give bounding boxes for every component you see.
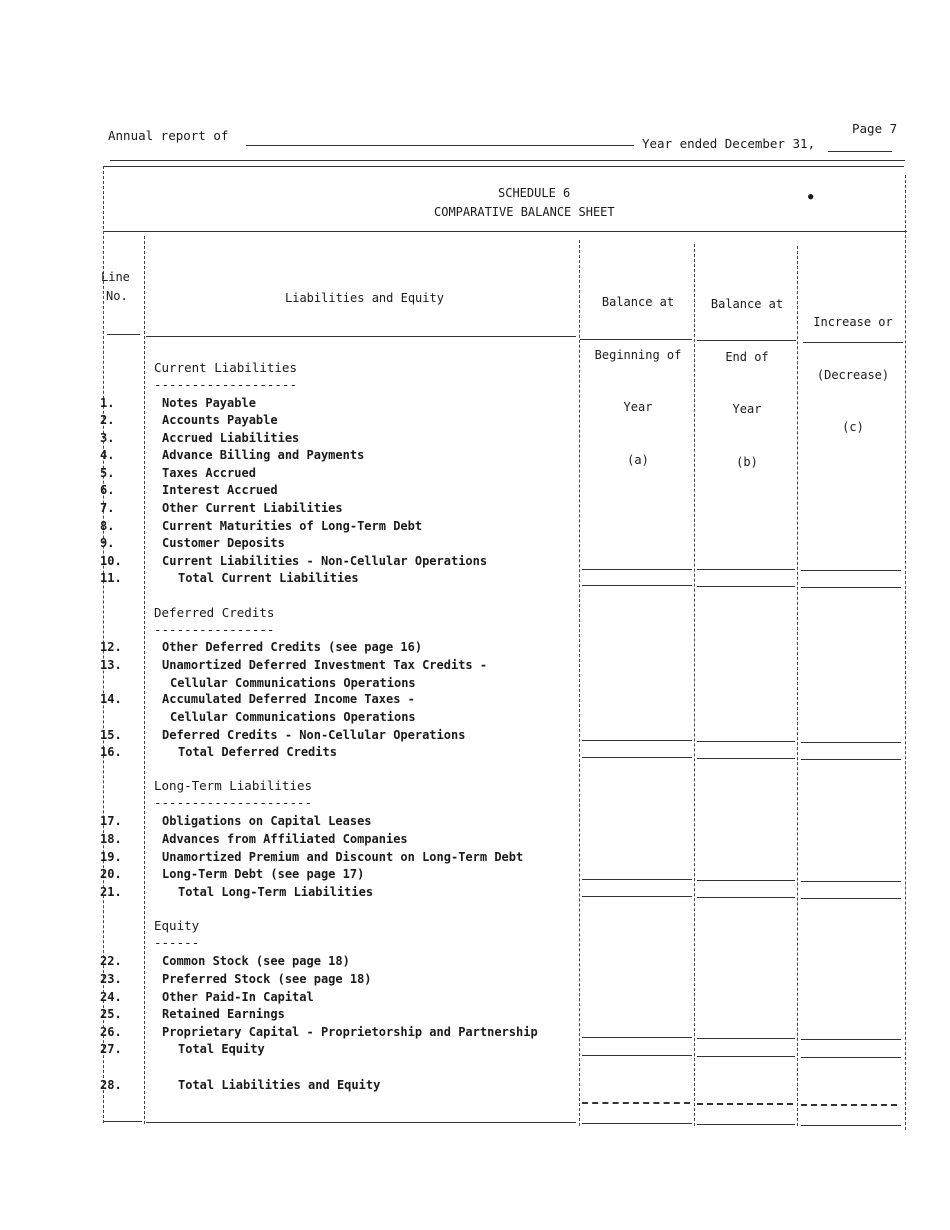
section-current-underline: ------------------- — [154, 377, 297, 392]
year-field[interactable] — [828, 151, 892, 152]
bottom-rule-description — [146, 1122, 576, 1123]
col-b-header-rule — [697, 340, 796, 341]
line-number: 21. — [100, 885, 122, 899]
page-number: Page 7 — [852, 121, 898, 136]
total-rule-c — [801, 759, 901, 760]
col-a-left-separator — [579, 240, 580, 1126]
subtotal-rule-a — [582, 879, 692, 880]
row-accumulated-deferred-taxes-cont: Cellular Communications Operations — [170, 710, 416, 724]
col-a-line2: Beginning of — [594, 347, 682, 362]
row-current-liabilities-noncellular: Current Liabilities - Non-Cellular Operations — [162, 554, 488, 568]
row-total-long-term: Total Long-Term Liabilities — [178, 885, 374, 899]
line-number: 5. — [100, 466, 115, 480]
row-interest-accrued: Interest Accrued — [162, 483, 278, 497]
total-rule-c — [801, 1057, 901, 1058]
row-notes-payable: Notes Payable — [162, 396, 256, 410]
row-other-paid-in-capital: Other Paid-In Capital — [162, 990, 314, 1004]
line-number: 15. — [100, 728, 122, 742]
line-number: 9. — [100, 536, 115, 550]
grand-total-rule-a — [582, 1102, 690, 1104]
col-b-left-separator — [694, 244, 695, 1126]
col-c-header-rule — [803, 342, 903, 343]
col-b-line4: (b) — [736, 454, 758, 469]
col-c-line2: (Decrease) — [816, 367, 890, 382]
header-rule — [110, 160, 905, 161]
col-a-line1: Balance at — [601, 295, 675, 309]
row-other-deferred-credits: Other Deferred Credits (see page 16) — [162, 640, 423, 654]
col-b-line2: End of — [725, 349, 769, 364]
subtotal-rule-a — [582, 1037, 692, 1038]
total-rule-a — [582, 896, 692, 897]
total-rule-c — [801, 587, 901, 588]
row-accumulated-deferred-taxes: Accumulated Deferred Income Taxes - — [162, 692, 415, 706]
section-longterm-underline: --------------------- — [154, 795, 313, 810]
row-total-equity: Total Equity — [178, 1042, 265, 1056]
total-rule-a — [582, 1055, 692, 1056]
row-retained-earnings: Retained Earnings — [162, 1007, 285, 1021]
row-total-deferred-credits: Total Deferred Credits — [178, 745, 337, 759]
row-customer-deposits: Customer Deposits — [162, 536, 285, 550]
col-c-left-separator — [797, 246, 798, 1126]
line-number: 2. — [100, 413, 115, 427]
bottom-rule-a — [582, 1123, 692, 1124]
line-number: 17. — [100, 814, 122, 828]
line-number: 13. — [100, 658, 122, 672]
subtotal-rule-c — [801, 570, 901, 571]
line-no-header-rule — [107, 334, 140, 335]
no-header: No. — [106, 289, 128, 303]
line-number: 7. — [100, 501, 115, 515]
row-total-liabilities-equity: Total Liabilities and Equity — [178, 1078, 381, 1092]
row-current-maturities: Current Maturities of Long-Term Debt — [162, 519, 423, 533]
grand-total-rule-b — [697, 1103, 793, 1105]
subtotal-rule-b — [697, 1038, 795, 1039]
subtotal-rule-b — [697, 880, 795, 881]
line-number: 11. — [100, 571, 122, 585]
annual-report-label: Annual report of — [108, 128, 229, 143]
line-number: 27. — [100, 1042, 122, 1056]
line-number: 28. — [100, 1078, 122, 1092]
total-rule-b — [697, 586, 795, 587]
line-number: 3. — [100, 431, 115, 445]
subtotal-rule-a — [582, 740, 692, 741]
line-number: 20. — [100, 867, 122, 881]
row-unamortized-premium: Unamortized Premium and Discount on Long-Term Debt — [162, 850, 524, 864]
line-number: 18. — [100, 832, 122, 846]
line-number: 8. — [100, 519, 115, 533]
company-name-field[interactable] — [246, 145, 634, 146]
row-preferred-stock: Preferred Stock (see page 18) — [162, 972, 372, 986]
row-accounts-payable: Accounts Payable — [162, 413, 278, 427]
subtotal-rule-b — [697, 741, 795, 742]
col-c-line3: (c) — [842, 420, 864, 434]
total-rule-c — [801, 898, 901, 899]
row-common-stock: Common Stock (see page 18) — [162, 954, 350, 968]
bottom-rule-c — [801, 1125, 901, 1126]
schedule-number: SCHEDULE 6 — [498, 186, 571, 200]
line-number: 26. — [100, 1025, 122, 1039]
bottom-rule-b — [697, 1124, 795, 1125]
row-proprietary-capital: Proprietary Capital - Proprietorship and Partnership — [162, 1025, 538, 1039]
col-b-line1: Balance at — [710, 297, 784, 311]
line-number: 25. — [100, 1007, 122, 1021]
section-longterm-title: Long-Term Liabilities — [154, 778, 313, 793]
title-box-bottom — [104, 231, 907, 232]
row-unamortized-itc-cont: Cellular Communications Operations — [170, 676, 416, 690]
section-equity-underline: ------ — [154, 935, 200, 950]
row-advances-affiliated: Advances from Affiliated Companies — [162, 832, 408, 846]
row-deferred-credits-noncellular: Deferred Credits - Non-Cellular Operations — [162, 728, 466, 742]
col-b-header — [698, 261, 796, 489]
col-c-line1: Increase or — [813, 315, 893, 329]
subtotal-rule-a — [582, 569, 692, 570]
subtotal-rule-c — [801, 742, 901, 743]
row-accrued-liabilities: Accrued Liabilities — [162, 431, 300, 445]
col-a-header-rule — [580, 339, 692, 340]
line-number: 1. — [100, 396, 115, 410]
section-equity-title: Equity — [154, 918, 200, 933]
line-number: 22. — [100, 954, 122, 968]
line-number: 6. — [100, 483, 115, 497]
description-header: Liabilities and Equity — [285, 291, 444, 305]
section-current-title: Current Liabilities — [154, 360, 297, 375]
line-number: 12. — [100, 640, 122, 654]
row-advance-billing: Advance Billing and Payments — [162, 448, 365, 462]
subtotal-rule-b — [697, 569, 795, 570]
total-rule-b — [697, 1056, 795, 1057]
line-number: 4. — [100, 448, 115, 462]
total-rule-b — [697, 897, 795, 898]
line-number: 23. — [100, 972, 122, 986]
row-unamortized-itc: Unamortized Deferred Investment Tax Credits - — [162, 658, 488, 672]
subtotal-rule-c — [801, 881, 901, 882]
col-c-header — [803, 279, 903, 454]
section-deferred-title: Deferred Credits — [154, 605, 275, 620]
section-deferred-underline: ---------------- — [154, 622, 275, 637]
schedule-title: COMPARATIVE BALANCE SHEET — [434, 205, 615, 219]
bottom-rule-line-no — [104, 1121, 142, 1122]
row-taxes-accrued: Taxes Accrued — [162, 466, 256, 480]
subtotal-rule-c — [801, 1039, 901, 1040]
line-number: 10. — [100, 554, 122, 568]
col-a-line4: (a) — [627, 452, 649, 467]
row-total-current-liabilities: Total Current Liabilities — [178, 571, 359, 585]
line-number: 16. — [100, 745, 122, 759]
row-other-current-liabilities: Other Current Liabilities — [162, 501, 343, 515]
line-number: 19. — [100, 850, 122, 864]
bullet-icon: ● — [808, 192, 814, 202]
right-frame — [905, 175, 906, 1130]
title-box-top — [104, 166, 904, 167]
grand-total-rule-c — [801, 1104, 897, 1106]
col-b-line3: Year — [732, 402, 762, 416]
total-rule-a — [582, 757, 692, 758]
description-header-rule — [146, 336, 576, 337]
line-number: 14. — [100, 692, 122, 706]
col-a-header — [583, 259, 693, 487]
col-a-line3: Year — [623, 400, 653, 414]
year-ended-label: Year ended December 31, — [642, 136, 816, 151]
row-capital-leases: Obligations on Capital Leases — [162, 814, 372, 828]
total-rule-b — [697, 758, 795, 759]
line-number: 24. — [100, 990, 122, 1004]
line-header: Line — [101, 270, 130, 284]
total-rule-a — [582, 585, 692, 586]
row-long-term-debt: Long-Term Debt (see page 17) — [162, 867, 365, 881]
